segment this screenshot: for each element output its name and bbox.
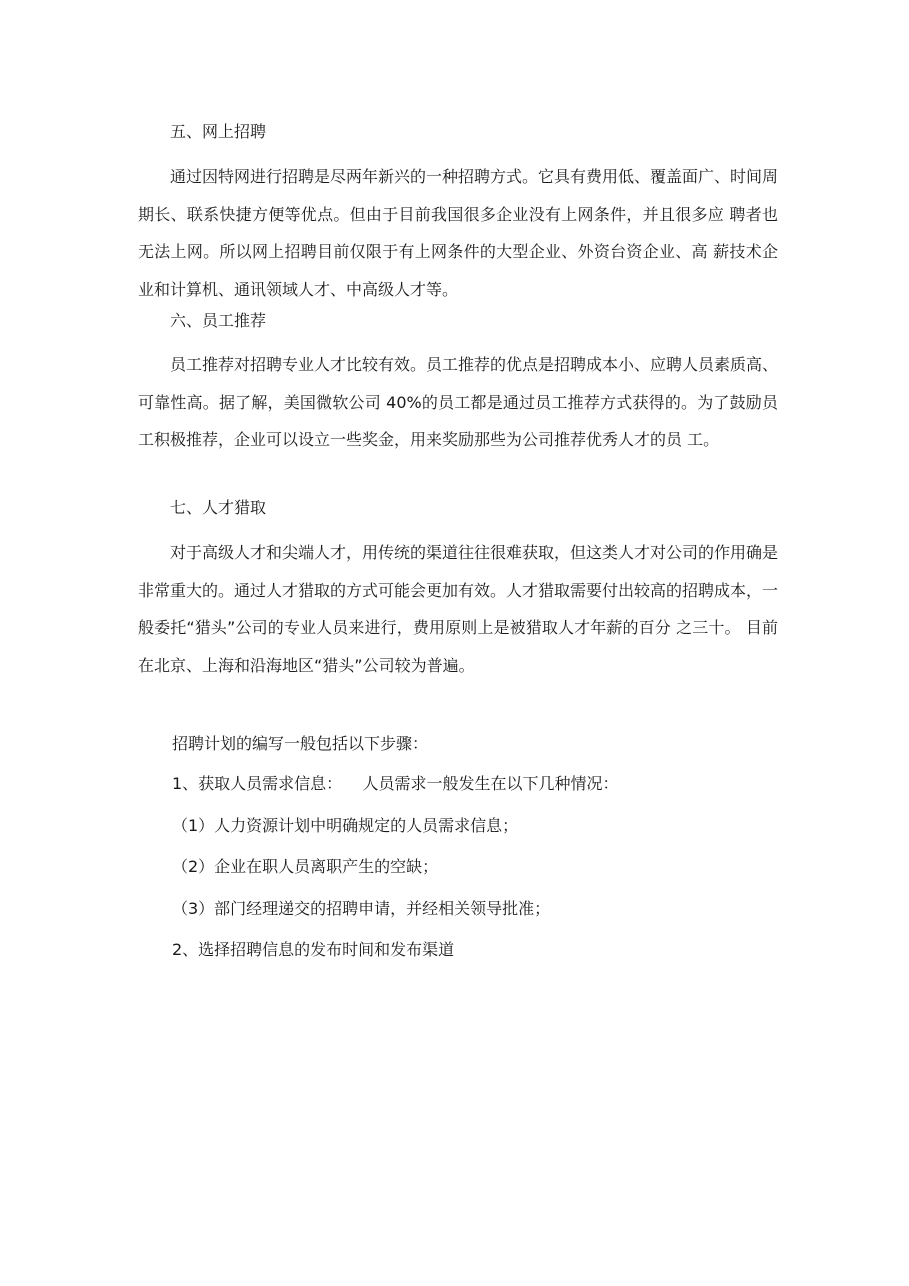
- section-body-employee-referral: 员工推荐对招聘专业人才比较有效。员工推荐的优点是招聘成本小、应聘人员素质高、可靠性高。据了解，美国微软公司 40%的员工都是通过员工推荐方式获得的。为了鼓励员工积极推荐，企业可以设立一些奖金，用来奖励那些为公司推荐优秀人才的员 工。: [138, 355, 779, 449]
- plan-step-2: 2、选择招聘信息的发布时间和发布渠道: [172, 940, 455, 959]
- plan-item-3: （3）部门经理递交的招聘申请，并经相关领导批准；: [172, 899, 551, 918]
- plan-intro: 招聘计划的编写一般包括以下步骤：: [172, 734, 429, 753]
- section-body-headhunting: 对于高级人才和尖端人才，用传统的渠道往往很难获取，但这类人才对公司的作用确是非常重大的。通过人才猎取的方式可能会更加有效。人才猎取需要付出较高的招聘成本，一般委托“猎头”公司的专业人员来进行，费用原则上是被猎取人才年薪的百分 之三十。 目前在北京、上海和沿海地区“猎头”公司较为普遍。: [138, 543, 779, 675]
- plan-step-1: 1、获取人员需求信息： 人员需求一般发生在以下几种情况：: [172, 774, 619, 793]
- plan-item-1: （1）人力资源计划中明确规定的人员需求信息；: [172, 816, 519, 835]
- section-heading-online-recruitment: 五、网上招聘: [170, 122, 267, 141]
- plan-item-2: （2）企业在职人员离职产生的空缺；: [172, 857, 439, 876]
- section-heading-employee-referral: 六、员工推荐: [170, 311, 267, 330]
- section-heading-headhunting: 七、人才猎取: [170, 498, 267, 517]
- section-body-online-recruitment: 通过因特网进行招聘是尽两年新兴的一种招聘方式。它具有费用低、覆盖面广、时间周期长、联系快捷方便等优点。但由于目前我国很多企业没有上网条件，并且很多应 聘者也无法上网。所以网上招聘目前仅限于有上网条件的大型企业、外资台资企业、高 薪技术企业和计算机、通讯领域人才、中高级人才等。: [138, 167, 779, 299]
